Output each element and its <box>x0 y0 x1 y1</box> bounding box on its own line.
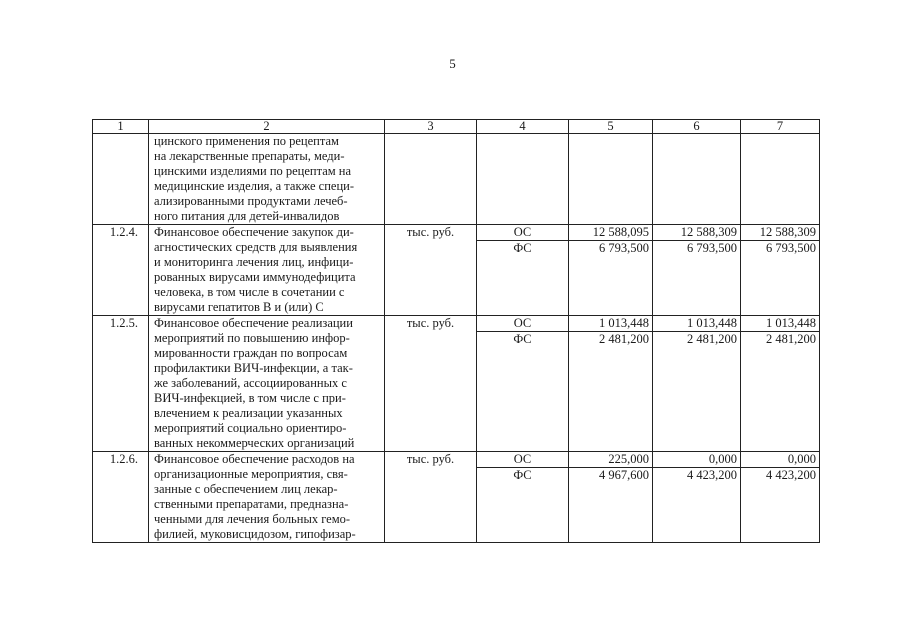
value-col6: 0,000 <box>653 452 741 468</box>
value-col6: 1 013,448 <box>653 316 741 332</box>
value-col5: 12 588,095 <box>569 225 653 241</box>
description-line: вирусами гепатитов B и (или) C <box>154 300 324 314</box>
description-line: филией, муковисцидозом, гипофизар- <box>154 527 356 541</box>
description-line: агностических средств для выявления <box>154 240 358 254</box>
unit-cell: тыс. руб. <box>385 452 477 543</box>
source-label: ФС <box>477 241 569 316</box>
column-number: 6 <box>653 120 741 134</box>
item-code <box>93 134 149 225</box>
description-line: ственными препаратами, предназна- <box>154 497 349 511</box>
description-line: и мониторинга лечения лиц, инфици- <box>154 255 354 269</box>
value-col7 <box>741 134 820 225</box>
description-line: мероприятий по повышению инфор- <box>154 331 350 345</box>
item-code: 1.2.5. <box>93 316 149 452</box>
description-line: на лекарственные препараты, меди- <box>154 149 345 163</box>
value-col5: 225,000 <box>569 452 653 468</box>
column-number: 2 <box>149 120 385 134</box>
value-col6: 12 588,309 <box>653 225 741 241</box>
description-line: рованных вирусами иммунодефицита <box>154 270 356 284</box>
source-label: ФС <box>477 468 569 543</box>
value-col6: 4 423,200 <box>653 468 741 543</box>
description-line: медицинские изделия, а также специ- <box>154 179 355 193</box>
description-line: мероприятий социально ориентиро- <box>154 421 347 435</box>
column-number: 7 <box>741 120 820 134</box>
value-col5: 1 013,448 <box>569 316 653 332</box>
column-number: 1 <box>93 120 149 134</box>
description-line: занные с обеспечением лиц лекар- <box>154 482 338 496</box>
description-line: же заболеваний, ассоциированных с <box>154 376 347 390</box>
value-col6: 2 481,200 <box>653 332 741 452</box>
description-line: цинского применения по рецептам <box>154 134 339 148</box>
table-row <box>93 316 820 332</box>
item-description <box>149 225 385 316</box>
column-number-row <box>93 120 820 134</box>
description-line: мированности граждан по вопросам <box>154 346 348 360</box>
value-col7: 0,000 <box>741 452 820 468</box>
value-col7: 6 793,500 <box>741 241 820 316</box>
table-row <box>93 225 820 241</box>
budget-table <box>92 119 820 543</box>
description-line: Финансовое обеспечение реализации <box>154 316 353 330</box>
item-description <box>149 316 385 452</box>
column-number: 3 <box>385 120 477 134</box>
source-label: ФС <box>477 332 569 452</box>
unit-cell: тыс. руб. <box>385 225 477 316</box>
description-line: профилактики ВИЧ-инфекции, а так- <box>154 361 353 375</box>
description-line: цинскими изделиями по рецептам на <box>154 164 352 178</box>
value-col7: 12 588,309 <box>741 225 820 241</box>
unit-cell: тыс. руб. <box>385 316 477 452</box>
source-cell <box>477 134 569 225</box>
description-line: ВИЧ-инфекцией, в том числе с при- <box>154 391 346 405</box>
column-number: 4 <box>477 120 569 134</box>
item-code: 1.2.6. <box>93 452 149 543</box>
item-description <box>149 452 385 543</box>
item-description <box>149 134 385 225</box>
value-col7: 4 423,200 <box>741 468 820 543</box>
table-row <box>93 452 820 468</box>
value-col5 <box>569 134 653 225</box>
unit-cell <box>385 134 477 225</box>
description-line: Финансовое обеспечение закупок ди- <box>154 225 354 239</box>
value-col5: 4 967,600 <box>569 468 653 543</box>
source-label: ОС <box>477 316 569 332</box>
description-line: ного питания для детей-инвалидов <box>154 209 340 223</box>
value-col6: 6 793,500 <box>653 241 741 316</box>
description-line: ченными для лечения больных гемо- <box>154 512 351 526</box>
description-line: организационные мероприятия, свя- <box>154 467 348 481</box>
description-line: Финансовое обеспечение расходов на <box>154 452 355 466</box>
page-number: 5 <box>449 56 456 71</box>
value-col7: 1 013,448 <box>741 316 820 332</box>
description-line: человека, в том числе в сочетании с <box>154 285 345 299</box>
description-line: ванных некоммерческих организаций <box>154 436 355 450</box>
source-label: ОС <box>477 452 569 468</box>
item-code: 1.2.4. <box>93 225 149 316</box>
continuation-row <box>93 134 820 225</box>
description-line: ализированными продуктами лечеб- <box>154 194 348 208</box>
column-number: 5 <box>569 120 653 134</box>
value-col5: 2 481,200 <box>569 332 653 452</box>
value-col5: 6 793,500 <box>569 241 653 316</box>
description-line: влечением к реализации указанных <box>154 406 343 420</box>
source-label: ОС <box>477 225 569 241</box>
value-col7: 2 481,200 <box>741 332 820 452</box>
value-col6 <box>653 134 741 225</box>
